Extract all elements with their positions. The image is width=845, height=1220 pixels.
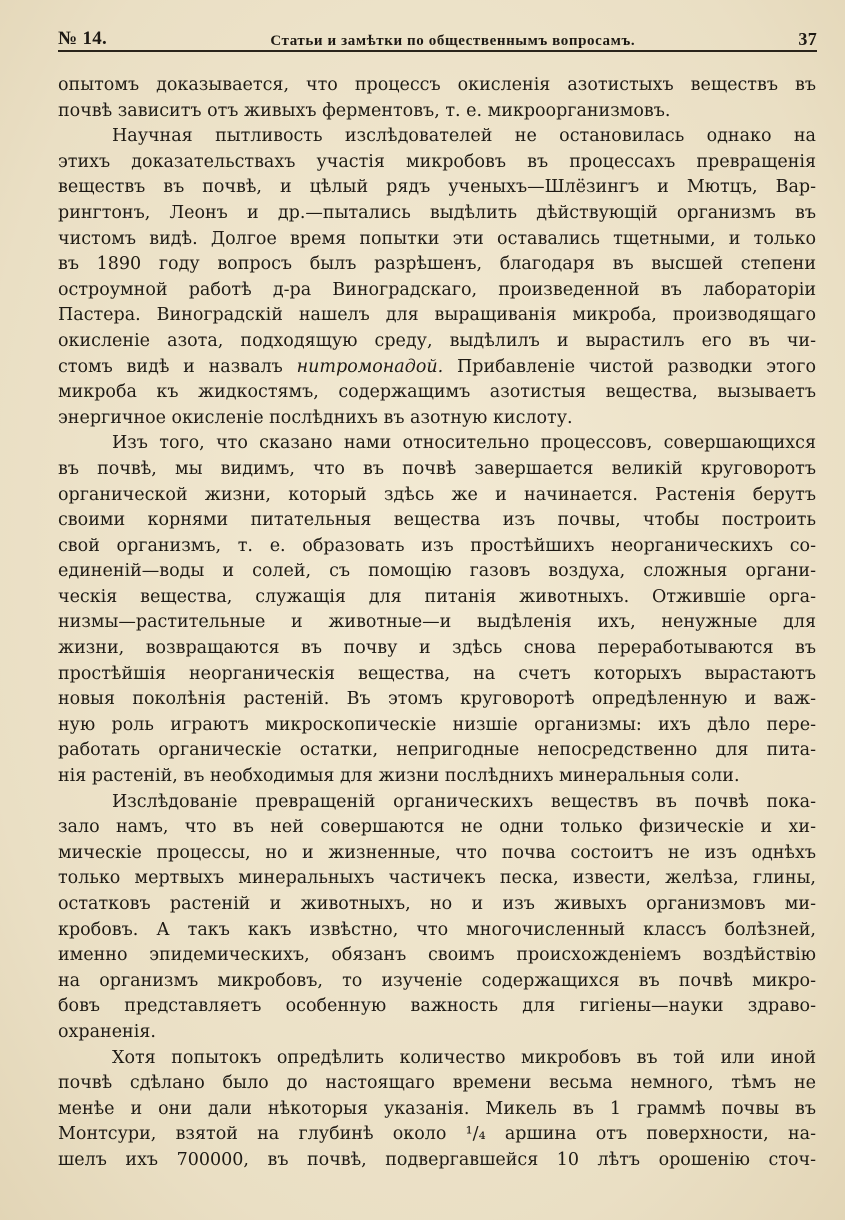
text-line: простѣйшія неорганическія вещества, на счетъ которыхъ вырастаютъ bbox=[58, 663, 816, 684]
issue-number: № 14. bbox=[58, 28, 108, 49]
text-line: Изъ того, что сказано нами относительно процессовъ, совершающихся bbox=[112, 433, 816, 454]
text-line: нія растеній, въ необходимыя для жизни послѣднихъ минеральныя соли. bbox=[58, 766, 740, 787]
text-line: окисленіе азота, подходящую среду, выдѣлилъ и вырастилъ его въ чи- bbox=[58, 330, 816, 351]
body-text bbox=[58, 73, 816, 1174]
text-line: низмы—растительные и животные—и выдѣленія ихъ, ненужные для bbox=[58, 612, 816, 633]
text-line: остроумной работѣ д-ра Виноградскаго, произведенной въ лабораторіи bbox=[58, 279, 816, 300]
text-line: работать органическіе остатки, непригодные непосредственно для пита- bbox=[58, 740, 816, 761]
text-line: этихъ доказательствахъ участія микробовъ въ процессахъ превращенія bbox=[58, 151, 816, 172]
text-line: Пастера. Виноградскій нашелъ для выращиванія микроба, производящаго bbox=[58, 305, 816, 326]
text-line: въ 1890 году вопросъ былъ разрѣшенъ, благодаря въ высшей степени bbox=[58, 254, 816, 275]
text-line: Хотя попытокъ опредѣлить количество микробовъ въ той или иной bbox=[112, 1047, 816, 1068]
text-line: единеній—воды и солей, съ помощію газовъ воздуха, сложныя органи- bbox=[58, 561, 816, 582]
header-rule bbox=[58, 50, 817, 52]
text-line: только мертвыхъ минеральныхъ частичекъ песка, извести, желѣза, глины, bbox=[58, 868, 816, 889]
text-line: охраненія. bbox=[58, 1021, 156, 1042]
text-line: энергичное окисленіе послѣднихъ въ азотную кислоту. bbox=[58, 407, 573, 428]
text-line: на организмъ микробовъ, то изученіе содержащихся въ почвѣ микро- bbox=[58, 970, 816, 991]
text-line: ческія вещества, служащія для питанія животныхъ. Отжившіе орга- bbox=[58, 586, 816, 607]
text-line: кробовъ. А такъ какъ извѣстно, что многочисленный классъ болѣзней, bbox=[58, 919, 816, 940]
text-line: жизни, возвращаются въ почву и здѣсь снова переработываются въ bbox=[58, 638, 816, 659]
text-line: микроба къ жидкостямъ, содержащимъ азотистыя вещества, вызываетъ bbox=[58, 382, 816, 403]
text-line: бовъ представляетъ особенную важность для гигіены—науки здраво- bbox=[58, 996, 816, 1017]
text-line: чистомъ видѣ. Долгое время попытки эти оставались тщетными, и только bbox=[58, 228, 816, 249]
text-line: въ почвѣ, мы видимъ, что въ почвѣ завершается великій круговоротъ bbox=[58, 458, 816, 479]
text-line: стомъ видѣ и назвалъ нитромонадой. Прибавленіе чистой разводки этого bbox=[58, 356, 816, 377]
text-line: рингтонъ, Леонъ и др.—пытались выдѣлить дѣйствующій организмъ въ bbox=[58, 202, 816, 223]
text-line: почвѣ зависитъ отъ живыхъ ферментовъ, т. е. микроорганизмовъ. bbox=[58, 100, 671, 121]
text-line: опытомъ доказывается, что процессъ окисленія азотистыхъ веществъ въ bbox=[58, 75, 816, 95]
text-line: менѣе и они дали нѣкоторыя указанія. Микель въ 1 граммѣ почвы въ bbox=[58, 1098, 816, 1119]
text-line: свой организмъ, т. е. образовать изъ простѣйшихъ неорганическихъ со- bbox=[58, 535, 816, 556]
text-line: зало намъ, что въ ней совершаются не одни только физическіе и хи- bbox=[58, 817, 816, 838]
text-line: остатковъ растеній и животныхъ, но и изъ живыхъ организмовъ ми- bbox=[58, 894, 816, 914]
text-line: почвѣ сдѣлано было до настоящаго времени весьма немного, тѣмъ не bbox=[58, 1073, 816, 1094]
text-line: ную роль играютъ микроскопическіе низшіе организмы: ихъ дѣло пере- bbox=[58, 714, 816, 735]
text-line: Монтсури, взятой на глубинѣ около ¹/₄ аршина отъ поверхности, на- bbox=[58, 1124, 816, 1145]
running-header bbox=[58, 22, 817, 50]
text-line: новыя поколѣнія растеній. Въ этомъ круговоротѣ опредѣленную и важ- bbox=[58, 689, 816, 710]
text-line: Научная пытливость изслѣдователей не остановилась однако на bbox=[112, 126, 816, 147]
page-number: 37 bbox=[798, 29, 817, 49]
text-line: мическіе процессы, но и жизненные, что почва состоитъ не изъ однѣхъ bbox=[58, 842, 816, 863]
text-line: именно эпидемическихъ, обязанъ своимъ происхожденіемъ воздѣйствію bbox=[58, 945, 816, 966]
text-line: веществъ въ почвѣ, и цѣлый рядъ ученыхъ—Шлёзингъ и Мютцъ, Вар- bbox=[58, 177, 816, 198]
text-line: шелъ ихъ 700000, въ почвѣ, подвергавшейся 10 лѣтъ орошенію сточ- bbox=[58, 1149, 816, 1170]
text-line: органической жизни, который здѣсь же и начинается. Растенія берутъ bbox=[58, 484, 816, 505]
text-line: своими корнями питательныя вещества изъ почвы, чтобы построить bbox=[58, 510, 816, 531]
running-title: Статьи и замѣтки по общественнымъ вопросамъ. bbox=[270, 33, 636, 49]
text-line: Изслѣдованіе превращеній органическихъ веществъ въ почвѣ пока- bbox=[112, 791, 816, 812]
